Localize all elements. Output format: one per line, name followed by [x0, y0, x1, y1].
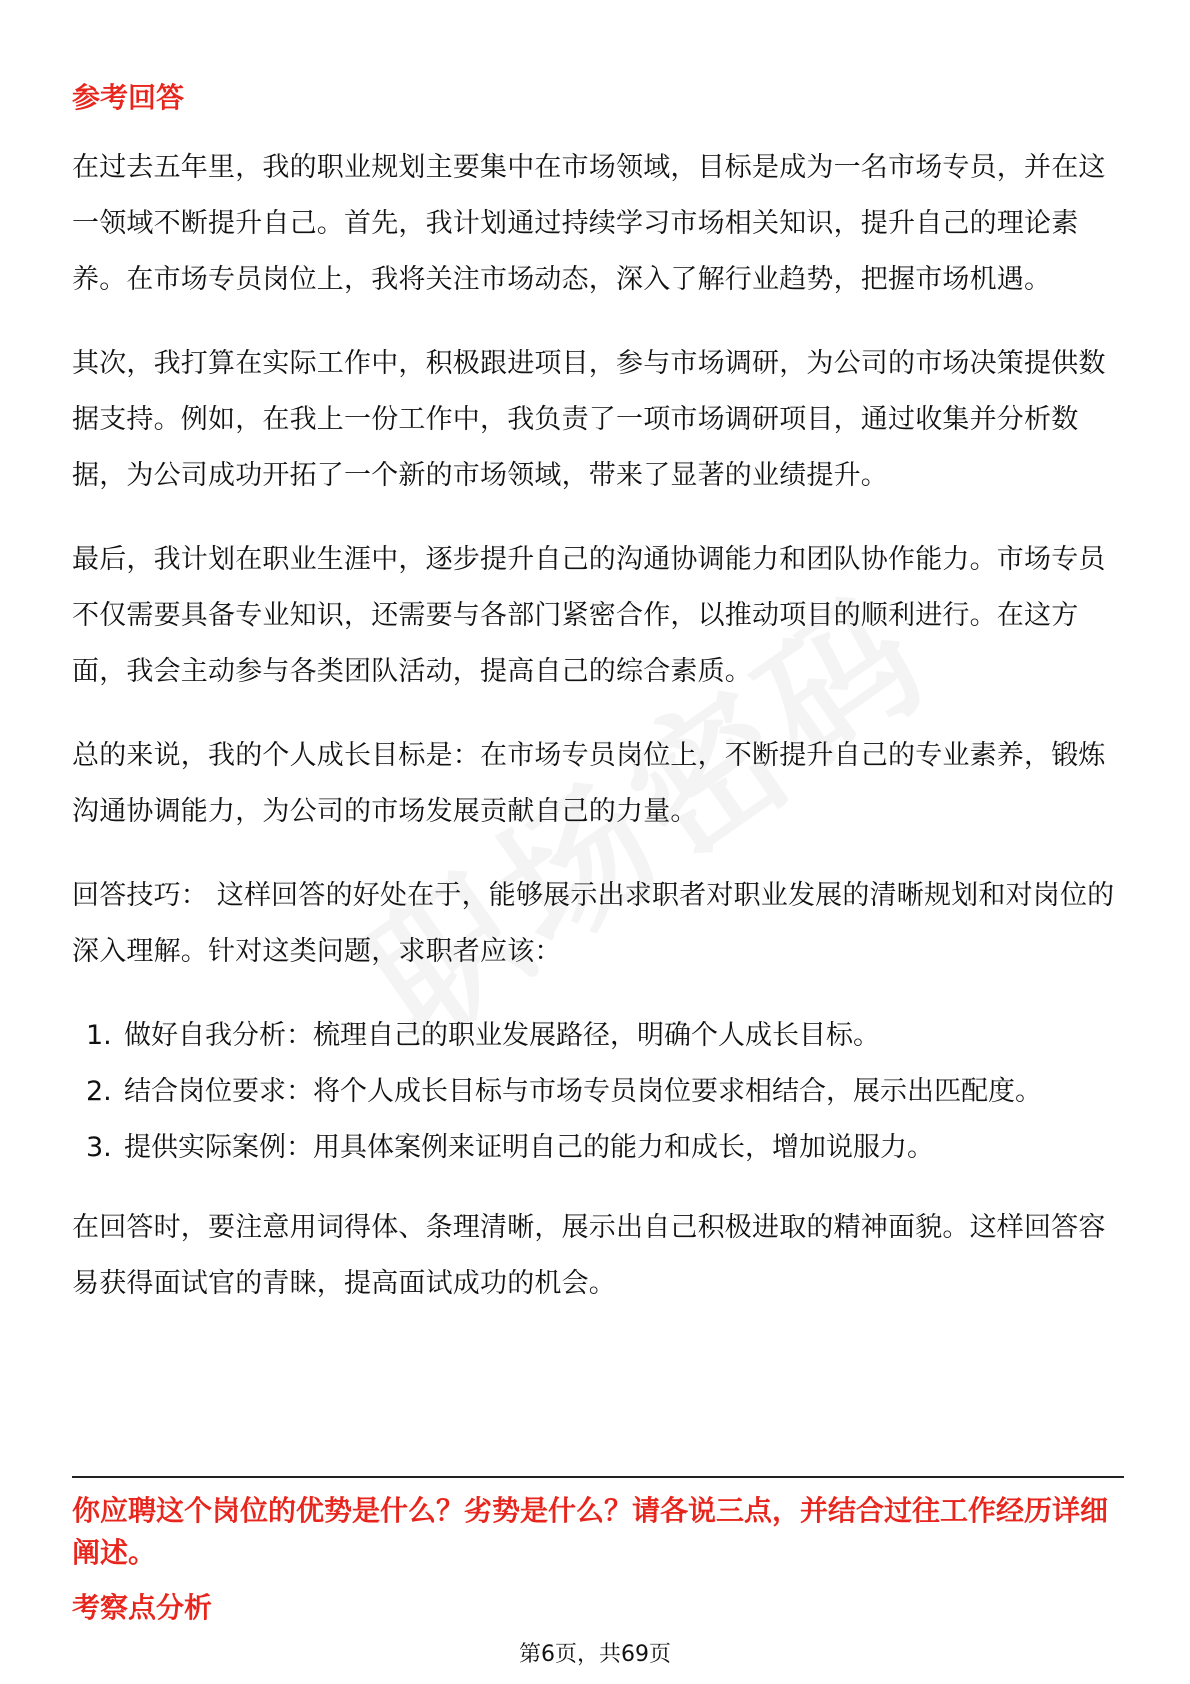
- tips-item-text: 做好自我分析：梳理自己的职业发展路径，明确个人成长目标。: [124, 1020, 880, 1051]
- tips-item-number: 1.: [86, 1020, 112, 1051]
- answer-paragraph-4: 总的来说，我的个人成长目标是：在市场专员岗位上，不断提升自己的专业素养，锻炼沟通协调能力，为公司的市场发展贡献自己的力量。: [72, 740, 1106, 827]
- tips-list-item: [86, 1120, 1122, 1176]
- analysis-label: 考察点分析: [72, 1591, 213, 1624]
- tips-list-item: [86, 1064, 1122, 1120]
- section-divider: [72, 1476, 1124, 1478]
- answer-paragraph-3: 最后，我计划在职业生涯中，逐步提升自己的沟通协调能力和团队协作能力。市场专员不仅需要具备专业知识，还需要与各部门紧密合作，以推动项目的顺利进行。在这方面，我会主动参与各类团队活动，提高自己的综合素质。: [72, 544, 1106, 687]
- next-question-heading: 你应聘这个岗位的优势是什么？劣势是什么？请各说三点，并结合过往工作经历详细阐述。: [72, 1494, 1109, 1569]
- reference-answer-label: 参考回答: [72, 81, 185, 114]
- tips-item-text: 结合岗位要求：将个人成长目标与市场专员岗位要求相结合，展示出匹配度。: [124, 1076, 1042, 1107]
- answer-paragraph-2: 其次，我打算在实际工作中，积极跟进项目，参与市场调研，为公司的市场决策提供数据支持。例如，在我上一份工作中，我负责了一项市场调研项目，通过收集并分析数据，为公司成功开拓了一个新的市场领域，带来了显著的业绩提升。: [72, 348, 1106, 491]
- tips-list-item: [86, 1008, 1122, 1064]
- tips-item-text: 提供实际案例：用具体案例来证明自己的能力和成长，增加说服力。: [124, 1132, 934, 1163]
- tips-item-number: 3.: [86, 1132, 112, 1163]
- closing-paragraph: 在回答时，要注意用词得体、条理清晰，展示出自己积极进取的精神面貌。这样回答容易获得面试官的青睐，提高面试成功的机会。: [72, 1212, 1106, 1299]
- tips-list: [72, 1008, 1122, 1176]
- tips-paragraph: [72, 868, 1122, 980]
- tips-item-number: 2.: [86, 1076, 112, 1107]
- answer-content: [72, 78, 1122, 1340]
- page-footer: 第6页，共69页: [519, 1642, 671, 1667]
- tips-intro: 这样回答的好处在于，能够展示出求职者对职业发展的清晰规划和对岗位的深入理解。针对这类问题，求职者应该：: [72, 880, 1115, 967]
- answer-paragraph-1: 在过去五年里，我的职业规划主要集中在市场领域，目标是成为一名市场专员，并在这一领域不断提升自己。首先，我计划通过持续学习市场相关知识，提升自己的理论素养。在市场专员岗位上，我将关注市场动态，深入了解行业趋势，把握市场机遇。: [72, 152, 1106, 295]
- tips-label: 回答技巧：: [72, 880, 208, 911]
